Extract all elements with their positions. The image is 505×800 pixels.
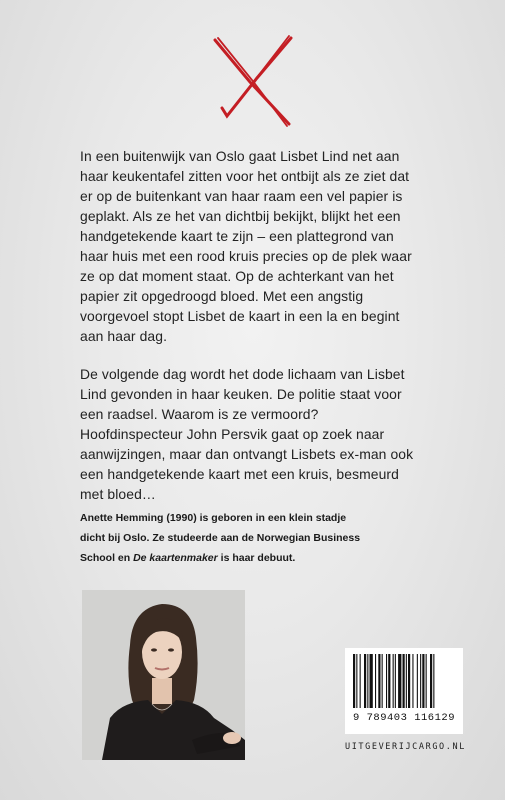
barcode-bar: [417, 654, 418, 708]
barcode-bar: [412, 654, 413, 708]
barcode-bar: [364, 654, 366, 708]
author-bio-text-start: Anette Hemming (1990) is geboren in een klein stadje dicht bij Oslo. Ze studeerde aan de Norwegian Business School en: [80, 512, 361, 564]
barcode-bar: [353, 654, 355, 708]
isbn-barcode: [345, 648, 463, 734]
back-cover-blurb: [80, 146, 425, 522]
barcode-bar: [356, 654, 357, 708]
barcode-bar: [422, 654, 424, 708]
author-bio-text-end: is haar debuut.: [217, 552, 296, 564]
barcode-bar: [393, 654, 394, 708]
blurb-paragraph-1: In een buitenwijk van Oslo gaat Lisbet Lind net aan haar keukentafel zitten voor het ontbijt als ze ziet dat er op de buitenkant van haar raam een vel papier is geplakt. Als ze het van dichtbij bekijkt, blijkt het een handgetekende kaart te zijn – een plattegrond van haar huis met een rood kruis precies op de plek waar ze op dat moment staat. Op de achterkant van het papier zit opgedroogd bloed. Met een angstig voorgevoel stopt Lisbet de kaart in een la en begint aan haar dag.: [80, 148, 412, 344]
barcode-bar: [426, 654, 427, 708]
barcode-bar: [382, 654, 383, 708]
barcode-bar: [408, 654, 410, 708]
author-bio: [80, 508, 370, 568]
barcode-bar: [403, 654, 405, 708]
barcode-bar: [395, 654, 396, 708]
barcode-bar: [370, 654, 373, 708]
barcode-bar: [420, 654, 421, 708]
isbn-number: 9 789403 116129: [352, 712, 455, 724]
barcode-bar: [367, 654, 368, 708]
barcode-bar: [398, 654, 401, 708]
barcode-bar: [388, 654, 390, 708]
author-photo: [82, 590, 245, 760]
barcode-bar: [378, 654, 380, 708]
red-x-cross-icon: [205, 32, 305, 132]
barcode-bar: [375, 654, 376, 708]
barcode-bar: [360, 654, 361, 708]
barcode-bar: [430, 654, 432, 708]
publisher-website: UITGEVERIJCARGO.NL: [345, 742, 466, 752]
barcode-bar: [406, 654, 407, 708]
blurb-paragraph-2: De volgende dag wordt het dode lichaam van Lisbet Lind gevonden in haar keuken. De politie staat voor een raadsel. Waarom is ze vermoord? Hoofdinspecteur John Persvik gaat op zoek naar aanwijzingen, maar dan ontvangt Lisbets ex-man ook een handgetekende kaart met een kruis, besmeurd met bloed…: [80, 366, 414, 502]
barcode-bar: [433, 654, 434, 708]
barcode-bar: [386, 654, 387, 708]
book-title: De kaartenmaker: [133, 552, 218, 564]
